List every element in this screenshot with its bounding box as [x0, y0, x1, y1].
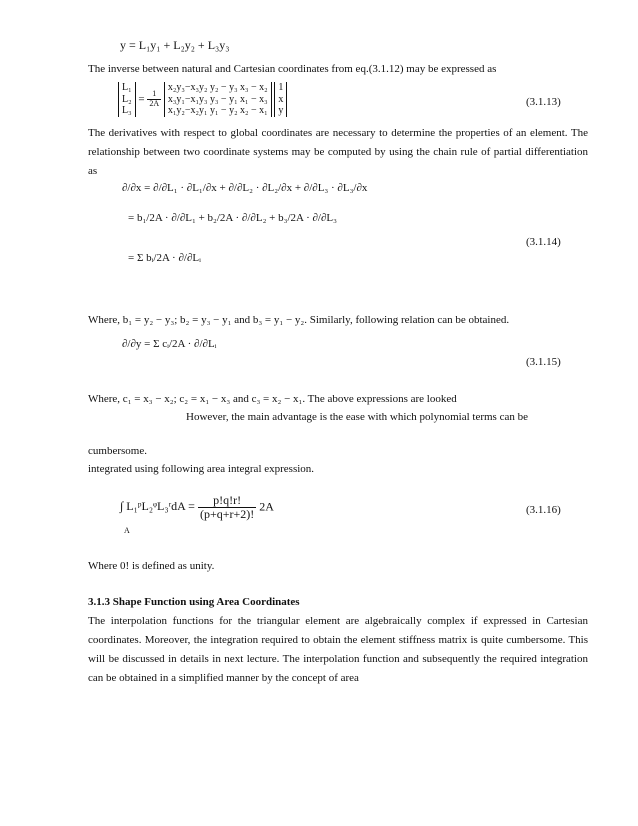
equation-y-interpolation: y = L₁y₁ + L₂y₂ + L₃y₃: [120, 38, 230, 52]
paragraph-inverse-intro: The inverse between natural and Cartesian coordinates from eq.(3.1.12) may be expressed as: [88, 63, 497, 75]
lhs-vector: L₁ L₂ L₃: [118, 82, 136, 117]
equation-3-1-16: ∫ L₁ᵖL₂ᵠL₃ʳdA = $\frac{p!q!r!}{(p+q+r+2)!}$ 2A: [120, 493, 274, 521]
equation-number-3-1-15: (3.1.15): [526, 356, 561, 368]
paragraph-b-definitions: Where, b₁ = y₂ − y₃; b₂ = y₃ − y₁ and b₃ = y₁ − y₂. Similarly, following relation can be obtained.: [88, 314, 510, 326]
paragraph-integrated: integrated using following area integral expression.: [88, 463, 315, 475]
equation-number-3-1-14: (3.1.14): [526, 236, 561, 248]
equation-number-3-1-13: (3.1.13): [526, 96, 561, 108]
factor-fraction: $\frac{1}{2A}$: [149, 89, 160, 108]
integral-fraction: $\frac{p!q!r!}{(p+q+r+2)!}$: [199, 493, 255, 521]
paragraph-advantage: However, the main advantage is the ease with which polynomial terms can be: [186, 411, 528, 423]
equation-3-1-13: L₁ L₂ L₃ = $\frac{1}{2A}$ x₂y₃−x₃y₂ y₂ − y₃ x₃ − x₂ x₃y₁−x₁y₃ y₃ − y₁ x₁ − x₃ x₁y₂−x₂y₁ y₁ − y₂ x₂ − x₁ 1 x y: [118, 82, 287, 117]
equation-3-1-14-line3: = Σ bᵢ/2A · ∂/∂Lᵢ: [128, 252, 201, 264]
integral-domain-label: A: [124, 526, 130, 535]
section-heading: 3.1.3 Shape Function using Area Coordinates: [88, 596, 300, 608]
coefficient-matrix: x₂y₃−x₃y₂ y₂ − y₃ x₃ − x₂ x₃y₁−x₁y₃ y₃ − y₁ x₁ − x₃ x₁y₂−x₂y₁ y₁ − y₂ x₂ − x₁: [164, 82, 272, 117]
paragraph-derivatives: The derivatives with respect to global coordinates are necessary to determine the properties of an element. The relationship between two coordinate systems may be computed by using the chain rule of partial differentiation as: [88, 127, 588, 177]
paragraph-interpolation: The interpolation functions for the triangular element are algebraically complex if expressed in Cartesian coordinates. Moreover, the integration required to obtain the element stiffness matrix is quite cumbersome. This will be discussed in details in next lecture. The interpolation function and subsequently the required integration can be obtained in a simplified manner by the concept of area: [88, 615, 588, 684]
rhs-vector: 1 x y: [274, 82, 287, 117]
paragraph-c-definitions: Where, c₁ = x₃ − x₂; c₂ = x₁ − x₃ and c₃ = x₂ − x₁. The above expressions are looked: [88, 393, 457, 405]
equation-3-1-14-line1: ∂/∂x = ∂/∂L₁ · ∂L₁/∂x + ∂/∂L₂ · ∂L₂/∂x + ∂/∂L₃ · ∂L₃/∂x: [122, 182, 368, 194]
paragraph-zero-factorial: Where 0! is defined as unity.: [88, 560, 215, 572]
paragraph-cumbersome: cumbersome.: [88, 445, 147, 457]
equation-3-1-15: ∂/∂y = Σ cᵢ/2A · ∂/∂Lᵢ: [122, 338, 217, 350]
equation-3-1-14-line2: = b₁/2A · ∂/∂L₁ + b₂/2A · ∂/∂L₂ + b₃/2A · ∂/∂L₃: [128, 212, 337, 224]
equation-number-3-1-16: (3.1.16): [526, 504, 561, 516]
